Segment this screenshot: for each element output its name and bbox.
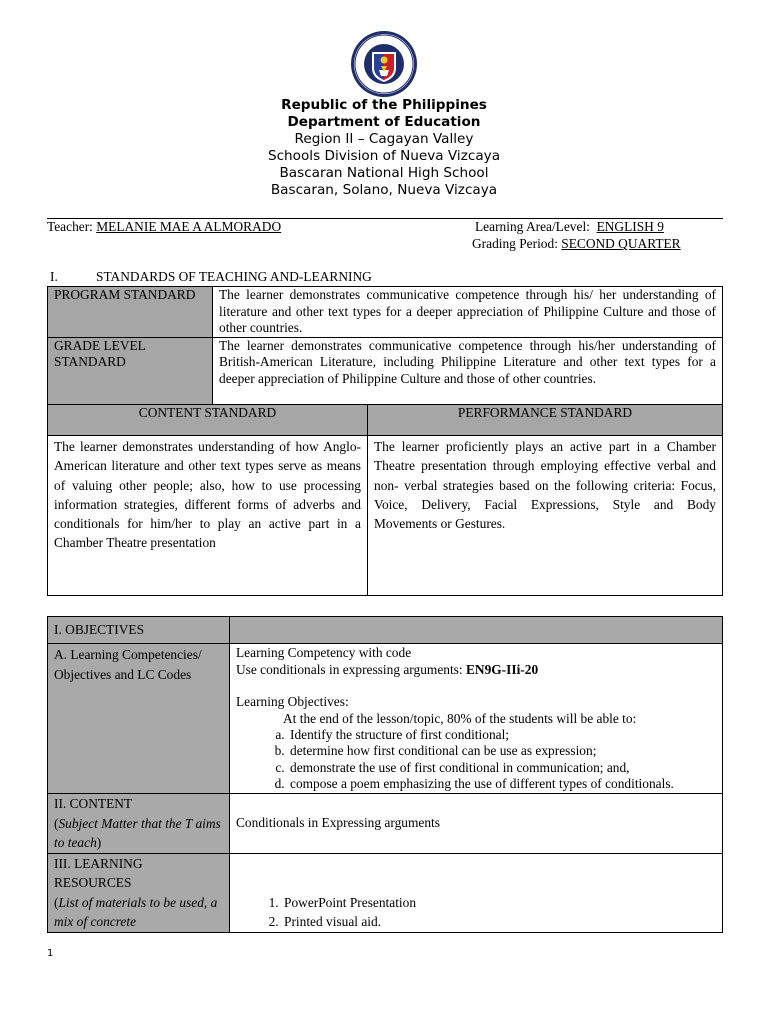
region-line: Region II – Cagayan Valley xyxy=(294,131,474,147)
letterhead xyxy=(0,97,768,199)
learning-area-value: ENGLISH 9 xyxy=(596,219,664,234)
resources-sub-line: (List of materials to be used, a mix of concrete xyxy=(54,894,218,930)
content-standard-header: CONTENT STANDARD xyxy=(48,405,368,436)
deped-seal-logo xyxy=(350,30,418,98)
section-number: I. xyxy=(50,269,58,284)
school-line: Bascaran National High School xyxy=(279,165,489,181)
resources-content xyxy=(230,853,723,932)
content-subtitle: Subject Matter that the T aims to teach xyxy=(54,815,221,851)
learning-area-info xyxy=(475,219,664,235)
objective-item: a. Identify the structure of first conditional; xyxy=(288,727,716,743)
division-line: Schools Division of Nueva Vizcaya xyxy=(267,148,501,164)
competencies-row xyxy=(48,644,723,794)
department-heading: Department of Education xyxy=(287,114,481,130)
program-standard-row xyxy=(48,287,723,338)
learning-area-label: Learning Area/Level: xyxy=(475,219,597,234)
objectives-header: I. OBJECTIVES xyxy=(48,617,230,644)
content-performance-header-row xyxy=(48,405,723,436)
resources-subtitle: List of materials to be used, a mix of concrete xyxy=(54,894,218,930)
content-value: Conditionals in Expressing arguments xyxy=(230,794,723,854)
objective-item: d. compose a poem emphasizing the use of different types of conditionals. xyxy=(288,776,716,792)
resource-item: 2. Printed visual aid. xyxy=(282,912,716,932)
grading-period-value: SECOND QUARTER xyxy=(561,236,681,251)
resource-item: 1. PowerPoint Presentation xyxy=(282,893,716,913)
objectives-table xyxy=(47,616,723,933)
content-sub-line: (Subject Matter that the T aims to teach) xyxy=(54,815,221,851)
teacher-label: Teacher: xyxy=(47,219,97,234)
content-label: II. CONTENT xyxy=(54,796,133,812)
competencies-label: A. Learning Competencies/ Objectives and LC Codes xyxy=(48,644,230,794)
program-standard-text: The learner demonstrates communicative competence through his/ her understanding of literature and other text types for a deeper appreciation of Philippine Culture and those of other countries. xyxy=(213,287,723,338)
resources-row xyxy=(48,853,723,932)
performance-standard-header: PERFORMANCE STANDARD xyxy=(368,405,723,436)
resources-label: III. LEARNING RESOURCES xyxy=(54,855,143,891)
grading-period-label: Grading Period: xyxy=(472,236,562,251)
objective-item: b. determine how first conditional can be use as expression; xyxy=(288,743,716,759)
teacher-name: MELANIE MAE A ALMORADO xyxy=(96,219,282,234)
content-row xyxy=(48,794,723,854)
competency-text: Use conditionals in expressing arguments: xyxy=(236,661,466,677)
page-number: 1 xyxy=(47,948,54,959)
performance-standard-text: The learner proficiently plays an active part in a Chamber Theatre presentation through employing effective verbal and non- verbal strategies based on the following criteria: Focus, Voice, Delivery, Facial Expressions, Style and Body Movements or Gestures. xyxy=(368,436,723,596)
competency-line xyxy=(236,662,716,679)
resources-list xyxy=(236,893,716,932)
content-performance-body-row xyxy=(48,436,723,596)
grading-period-info xyxy=(472,236,681,252)
objectives-intro: At the end of the lesson/topic, 80% of the students will be able to: xyxy=(283,710,637,726)
resources-label-cell xyxy=(48,853,230,932)
content-label-cell xyxy=(48,794,230,854)
program-standard-label: PROGRAM STANDARD xyxy=(48,287,213,338)
objectives-header-row xyxy=(48,617,723,644)
standards-table xyxy=(47,286,723,405)
section-title: STANDARDS OF TEACHING AND-LEARNING xyxy=(96,269,372,284)
objectives-header-blank xyxy=(230,617,723,644)
competency-title: Learning Competency with code xyxy=(236,645,412,660)
republic-heading: Republic of the Philippines xyxy=(281,97,487,113)
teacher-info xyxy=(47,219,281,235)
content-performance-table xyxy=(47,404,723,596)
grade-level-standard-label: GRADE LEVEL STANDARD xyxy=(48,337,213,404)
competencies-content xyxy=(230,644,723,794)
address-line: Bascaran, Solano, Nueva Vizcaya xyxy=(270,182,498,198)
objectives-title: Learning Objectives: xyxy=(236,694,349,709)
objectives-list xyxy=(236,727,716,792)
grade-level-standard-text: The learner demonstrates communicative competence through his/her understanding of British-American Literature, including Philippine Literature and other text types for a deeper appreciation of Philippine Culture and those of other countries. xyxy=(213,337,723,404)
competency-code: EN9G-IIi-20 xyxy=(465,661,539,677)
grade-level-standard-row xyxy=(48,337,723,404)
content-standard-text: The learner demonstrates understanding of how Anglo-American literature and other text types serve as means of valuing other people; also, how to use processing information strategies, different forms of adverbs and conditionals for him/her to play an active part in a Chamber Theatre presentation xyxy=(48,436,368,596)
section-standards-heading xyxy=(50,269,372,285)
objective-item: c. demonstrate the use of first conditional in communication; and, xyxy=(288,760,716,776)
